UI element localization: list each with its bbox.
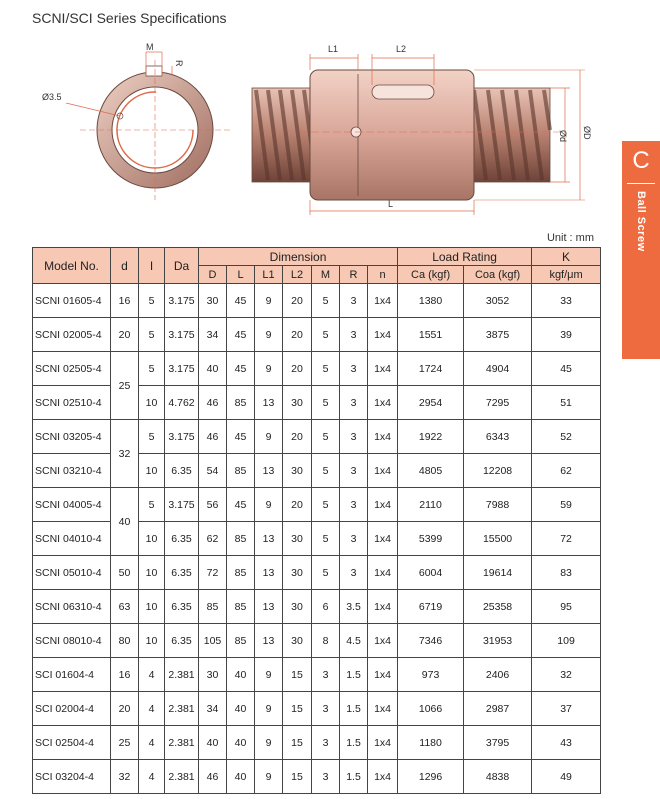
cell-da: 6.35	[165, 624, 199, 658]
cell-i: 10	[139, 556, 165, 590]
cell-i: 10	[139, 454, 165, 488]
header-model: Model No.	[33, 248, 111, 284]
cell-i: 10	[139, 386, 165, 420]
cell-n: 1x4	[368, 318, 398, 352]
cell-model: SCI 01604-4	[33, 658, 111, 692]
cell-l1: 13	[255, 624, 283, 658]
label-d-large: ØD	[582, 126, 592, 140]
cell-model: SCNI 02005-4	[33, 318, 111, 352]
cell-m: 8	[312, 624, 340, 658]
cell-d: 32	[111, 760, 139, 794]
cell-m: 5	[312, 522, 340, 556]
label-l2: L2	[396, 44, 407, 54]
cell-ca: 1922	[398, 420, 464, 454]
cell-coa: 3875	[464, 318, 532, 352]
cell-l1: 13	[255, 522, 283, 556]
cell-coa: 2406	[464, 658, 532, 692]
cell-n: 1x4	[368, 522, 398, 556]
cell-i: 5	[139, 352, 165, 386]
cell-r: 3.5	[340, 590, 368, 624]
header-dim-n: n	[368, 266, 398, 284]
cell-l2: 30	[283, 386, 312, 420]
cell-i: 5	[139, 284, 165, 318]
header-k: K	[532, 248, 601, 266]
cell-da: 6.35	[165, 556, 199, 590]
cell-da: 3.175	[165, 318, 199, 352]
spec-table-body	[33, 284, 601, 794]
cell-l1: 13	[255, 556, 283, 590]
cell-coa: 31953	[464, 624, 532, 658]
page-title: SCNI/SCI Series Specifications	[32, 10, 227, 26]
section-letter: C	[632, 147, 650, 174]
cell-n: 1x4	[368, 692, 398, 726]
cell-n: 1x4	[368, 658, 398, 692]
table-row	[33, 658, 601, 692]
cell-k: 33	[532, 284, 601, 318]
cell-k: 109	[532, 624, 601, 658]
cell-d: 56	[199, 488, 227, 522]
cell-n: 1x4	[368, 454, 398, 488]
label-l1: L1	[328, 44, 339, 54]
cell-coa: 2987	[464, 692, 532, 726]
cell-d: 25	[111, 352, 139, 420]
cell-n: 1x4	[368, 624, 398, 658]
table-row	[33, 590, 601, 624]
cell-k: 72	[532, 522, 601, 556]
header-dim-R: R	[340, 266, 368, 284]
cell-d: 105	[199, 624, 227, 658]
header-dim-L: L	[227, 266, 255, 284]
cell-ca: 1380	[398, 284, 464, 318]
table-row	[33, 488, 601, 522]
cell-ca: 1180	[398, 726, 464, 760]
cell-d: 72	[199, 556, 227, 590]
cell-d: 80	[111, 624, 139, 658]
cell-d: 30	[199, 284, 227, 318]
section-label: Ball Screw	[635, 191, 647, 252]
cell-l1: 13	[255, 590, 283, 624]
table-row	[33, 420, 601, 454]
cell-l2: 15	[283, 658, 312, 692]
cell-k: 39	[532, 318, 601, 352]
cell-m: 3	[312, 726, 340, 760]
cell-model: SCNI 03210-4	[33, 454, 111, 488]
cell-da: 3.175	[165, 488, 199, 522]
cell-l2: 15	[283, 726, 312, 760]
cell-coa: 3052	[464, 284, 532, 318]
header-dim-L2: L2	[283, 266, 312, 284]
cell-n: 1x4	[368, 386, 398, 420]
cell-n: 1x4	[368, 352, 398, 386]
cell-coa: 25358	[464, 590, 532, 624]
cell-l: 45	[227, 318, 255, 352]
header-dimension: Dimension	[199, 248, 398, 266]
cell-l2: 30	[283, 454, 312, 488]
cell-l: 85	[227, 624, 255, 658]
cell-model: SCI 02504-4	[33, 726, 111, 760]
cell-m: 6	[312, 590, 340, 624]
cell-k: 45	[532, 352, 601, 386]
cell-d: 40	[199, 352, 227, 386]
cell-r: 3	[340, 386, 368, 420]
cell-l2: 30	[283, 624, 312, 658]
cell-coa: 19614	[464, 556, 532, 590]
cell-l: 85	[227, 590, 255, 624]
cell-ca: 1066	[398, 692, 464, 726]
cell-ca: 2110	[398, 488, 464, 522]
label-d-small: Ød	[558, 130, 568, 143]
cell-l1: 9	[255, 692, 283, 726]
cell-i: 4	[139, 760, 165, 794]
cell-ca: 973	[398, 658, 464, 692]
cell-ca: 7346	[398, 624, 464, 658]
cell-model: SCNI 02505-4	[33, 352, 111, 386]
cell-m: 5	[312, 454, 340, 488]
cell-model: SCNI 08010-4	[33, 624, 111, 658]
header-i: I	[139, 248, 165, 284]
label-m: M	[146, 42, 154, 52]
cell-n: 1x4	[368, 488, 398, 522]
cell-n: 1x4	[368, 556, 398, 590]
cell-l2: 15	[283, 760, 312, 794]
cell-coa: 4838	[464, 760, 532, 794]
cell-d: 34	[199, 318, 227, 352]
cell-i: 10	[139, 624, 165, 658]
cell-da: 3.175	[165, 420, 199, 454]
cell-i: 10	[139, 522, 165, 556]
cell-l2: 30	[283, 590, 312, 624]
cell-d: 50	[111, 556, 139, 590]
table-row	[33, 760, 601, 794]
cell-l1: 13	[255, 454, 283, 488]
cell-r: 3	[340, 488, 368, 522]
cell-l: 40	[227, 692, 255, 726]
cell-ca: 1296	[398, 760, 464, 794]
cell-r: 3	[340, 454, 368, 488]
cell-model: SCNI 01605-4	[33, 284, 111, 318]
cell-l1: 13	[255, 386, 283, 420]
cell-k: 51	[532, 386, 601, 420]
cell-d: 34	[199, 692, 227, 726]
cell-i: 5	[139, 318, 165, 352]
cell-l1: 9	[255, 284, 283, 318]
cell-d: 63	[111, 590, 139, 624]
cell-l2: 15	[283, 692, 312, 726]
cell-ca: 6719	[398, 590, 464, 624]
cell-l: 40	[227, 658, 255, 692]
cell-l: 45	[227, 488, 255, 522]
cell-model: SCI 02004-4	[33, 692, 111, 726]
cell-r: 3	[340, 556, 368, 590]
section-tab	[622, 141, 660, 359]
label-hole: Ø3.5	[42, 92, 62, 102]
cell-k: 37	[532, 692, 601, 726]
unit-note: Unit : mm	[546, 232, 594, 244]
cell-da: 2.381	[165, 726, 199, 760]
table-row	[33, 726, 601, 760]
header-ca: Ca (kgf)	[398, 266, 464, 284]
cell-l2: 20	[283, 284, 312, 318]
cell-da: 3.175	[165, 352, 199, 386]
cell-l: 85	[227, 454, 255, 488]
cell-model: SCNI 06310-4	[33, 590, 111, 624]
cell-da: 3.175	[165, 284, 199, 318]
cell-d: 16	[111, 284, 139, 318]
cell-d: 20	[111, 692, 139, 726]
cell-r: 3	[340, 420, 368, 454]
cell-l1: 9	[255, 420, 283, 454]
cell-l2: 20	[283, 352, 312, 386]
cell-i: 10	[139, 590, 165, 624]
ball-nut-drawing	[0, 30, 620, 240]
cell-coa: 7295	[464, 386, 532, 420]
cell-ca: 6004	[398, 556, 464, 590]
cell-model: SCNI 02510-4	[33, 386, 111, 420]
cell-i: 4	[139, 726, 165, 760]
cell-d: 40	[111, 488, 139, 556]
header-da: Da	[165, 248, 199, 284]
cell-coa: 15500	[464, 522, 532, 556]
cell-ca: 1551	[398, 318, 464, 352]
header-dim-L1: L1	[255, 266, 283, 284]
cell-d: 62	[199, 522, 227, 556]
cell-m: 5	[312, 488, 340, 522]
cell-i: 4	[139, 692, 165, 726]
cell-d: 40	[199, 726, 227, 760]
cell-l2: 20	[283, 420, 312, 454]
cell-l2: 30	[283, 522, 312, 556]
cell-l: 85	[227, 556, 255, 590]
cell-d: 46	[199, 760, 227, 794]
cell-k: 95	[532, 590, 601, 624]
cell-ca: 4805	[398, 454, 464, 488]
header-load-rating: Load Rating	[398, 248, 532, 266]
cell-m: 5	[312, 420, 340, 454]
cell-l: 45	[227, 420, 255, 454]
cell-coa: 7988	[464, 488, 532, 522]
cell-model: SCNI 05010-4	[33, 556, 111, 590]
cell-i: 4	[139, 658, 165, 692]
cell-l: 40	[227, 726, 255, 760]
cell-r: 1.5	[340, 760, 368, 794]
cell-m: 3	[312, 760, 340, 794]
cell-r: 1.5	[340, 658, 368, 692]
cell-l1: 9	[255, 352, 283, 386]
cell-ca: 2954	[398, 386, 464, 420]
cell-da: 6.35	[165, 454, 199, 488]
cell-n: 1x4	[368, 284, 398, 318]
cell-d: 25	[111, 726, 139, 760]
cell-l1: 9	[255, 726, 283, 760]
cell-k: 32	[532, 658, 601, 692]
cell-d: 46	[199, 386, 227, 420]
cell-l: 85	[227, 522, 255, 556]
cell-r: 4.5	[340, 624, 368, 658]
cell-da: 2.381	[165, 658, 199, 692]
cell-m: 3	[312, 692, 340, 726]
cell-m: 3	[312, 658, 340, 692]
cell-l1: 9	[255, 760, 283, 794]
cell-m: 5	[312, 318, 340, 352]
spec-table	[32, 247, 601, 794]
cell-d: 20	[111, 318, 139, 352]
cell-k: 83	[532, 556, 601, 590]
label-r: R	[174, 60, 184, 67]
cell-r: 3	[340, 352, 368, 386]
table-row	[33, 692, 601, 726]
cell-da: 2.381	[165, 760, 199, 794]
header-coa: Coa (kgf)	[464, 266, 532, 284]
header-dim-M: M	[312, 266, 340, 284]
cell-n: 1x4	[368, 590, 398, 624]
cell-d: 54	[199, 454, 227, 488]
cell-model: SCNI 03205-4	[33, 420, 111, 454]
cell-coa: 6343	[464, 420, 532, 454]
cell-coa: 3795	[464, 726, 532, 760]
cell-d: 32	[111, 420, 139, 488]
cell-m: 5	[312, 556, 340, 590]
cell-n: 1x4	[368, 760, 398, 794]
cell-d: 30	[199, 658, 227, 692]
cell-l1: 9	[255, 658, 283, 692]
header-d: d	[111, 248, 139, 284]
cell-r: 3	[340, 318, 368, 352]
cell-r: 3	[340, 284, 368, 318]
cell-l2: 20	[283, 318, 312, 352]
cell-da: 6.35	[165, 590, 199, 624]
cell-l2: 20	[283, 488, 312, 522]
cell-k: 43	[532, 726, 601, 760]
cell-m: 5	[312, 386, 340, 420]
table-row	[33, 556, 601, 590]
cell-n: 1x4	[368, 420, 398, 454]
cell-m: 5	[312, 352, 340, 386]
table-row	[33, 318, 601, 352]
cell-coa: 12208	[464, 454, 532, 488]
cell-l1: 9	[255, 488, 283, 522]
tab-divider	[627, 183, 655, 184]
cell-k: 49	[532, 760, 601, 794]
table-row	[33, 624, 601, 658]
cell-l1: 9	[255, 318, 283, 352]
cell-model: SCNI 04010-4	[33, 522, 111, 556]
side-view	[252, 54, 585, 215]
cell-coa: 4904	[464, 352, 532, 386]
cell-d: 46	[199, 420, 227, 454]
cell-l: 40	[227, 760, 255, 794]
cell-k: 59	[532, 488, 601, 522]
cell-d: 85	[199, 590, 227, 624]
cell-r: 1.5	[340, 692, 368, 726]
cell-i: 5	[139, 488, 165, 522]
cell-k: 62	[532, 454, 601, 488]
cell-da: 2.381	[165, 692, 199, 726]
cell-r: 1.5	[340, 726, 368, 760]
cell-ca: 1724	[398, 352, 464, 386]
cell-l: 45	[227, 284, 255, 318]
cell-model: SCI 03204-4	[33, 760, 111, 794]
cell-l: 45	[227, 352, 255, 386]
cell-model: SCNI 04005-4	[33, 488, 111, 522]
header-dim-D: D	[199, 266, 227, 284]
cell-l2: 30	[283, 556, 312, 590]
cell-l: 85	[227, 386, 255, 420]
end-view	[66, 52, 230, 200]
cell-ca: 5399	[398, 522, 464, 556]
cell-da: 6.35	[165, 522, 199, 556]
cell-d: 16	[111, 658, 139, 692]
cell-m: 5	[312, 284, 340, 318]
cell-i: 5	[139, 420, 165, 454]
cell-n: 1x4	[368, 726, 398, 760]
cell-r: 3	[340, 522, 368, 556]
table-row	[33, 352, 601, 386]
table-row	[33, 284, 601, 318]
label-l: L	[388, 199, 394, 209]
cell-k: 52	[532, 420, 601, 454]
header-k-unit: kgf/μm	[532, 266, 601, 284]
cell-da: 4.762	[165, 386, 199, 420]
